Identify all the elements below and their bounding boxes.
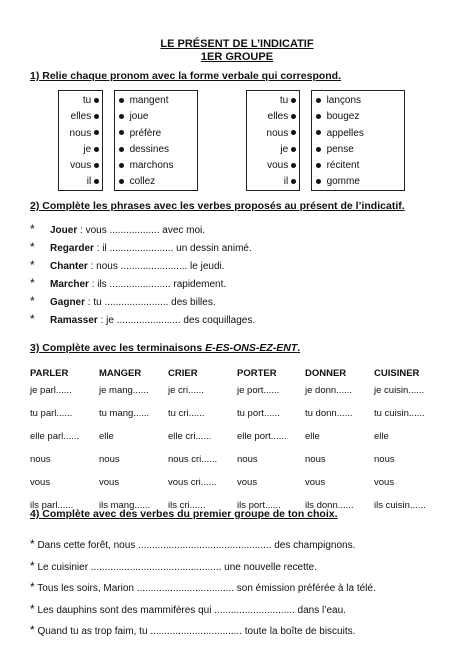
sentence-item (30, 620, 376, 642)
bullet-star-icon: * (30, 258, 35, 272)
conjugation-column-parler (30, 368, 79, 523)
sentence-blank[interactable]: Dans cette forêt, nous ................................................ des champignons. (34, 540, 356, 551)
pronoun-row[interactable]: tu (59, 93, 102, 109)
verb-row[interactable]: dessines (115, 142, 197, 158)
connect-dot[interactable] (119, 163, 124, 168)
verb-row[interactable]: appelles (312, 126, 404, 142)
sentence-blank[interactable]: : nous ........................ le jeudi. (87, 261, 225, 272)
conjugation-cell[interactable]: elle (374, 431, 389, 442)
conjugation-cell[interactable]: je parl...... (30, 385, 72, 396)
conjugation-cell[interactable]: ils donn...... (305, 500, 354, 511)
verb-row[interactable]: lançons (312, 93, 404, 109)
column-header: DONNER (305, 368, 347, 379)
page-subtitle: 1ER GROUPE (200, 51, 274, 63)
conjugation-cell[interactable]: nous (30, 454, 51, 465)
conjugation-cell[interactable]: nous (305, 454, 326, 465)
pronoun-row[interactable]: nous (59, 126, 102, 142)
connect-dot[interactable] (316, 98, 321, 103)
pronoun-row[interactable]: tu (247, 93, 299, 109)
conjugation-cell[interactable]: nous (237, 454, 258, 465)
bullet-star-icon: * (30, 276, 35, 290)
sentence-blank[interactable]: : il ....................... un dessin animé. (93, 243, 252, 254)
conjugation-cell[interactable]: je cuisin...... (374, 385, 425, 396)
sentence-item (30, 577, 376, 599)
conjugation-cell[interactable]: elle cri...... (168, 431, 212, 442)
column-header: PORTER (237, 368, 277, 379)
sentence-blank[interactable]: Quand tu as trop faim, tu ................................. toute la boîte de biscuits. (34, 626, 356, 637)
conjugation-cell[interactable]: tu parl...... (30, 408, 73, 419)
verb-row[interactable]: gomme (312, 174, 404, 190)
pronoun-row[interactable]: il (59, 174, 102, 190)
conjugation-cell[interactable]: tu port...... (237, 408, 280, 419)
conjugation-cell[interactable]: je port...... (237, 385, 280, 396)
pronoun-row[interactable]: je (247, 142, 299, 158)
bullet-star-icon: * (30, 601, 35, 616)
conjugation-cell[interactable]: ils cuisin...... (374, 500, 426, 511)
connect-dot[interactable] (291, 98, 296, 103)
connect-dot[interactable] (94, 147, 99, 152)
conjugation-cell[interactable]: ils mang...... (99, 500, 151, 511)
conjugation-cell[interactable]: je donn...... (305, 385, 353, 396)
section1-heading: 1) Relie chaque pronom avec la forme verbale qui correspond. (30, 70, 342, 82)
verb-row[interactable]: préfère (115, 126, 197, 142)
sentence-item: * Jouer : vous .................. avec moi. (30, 222, 206, 236)
bullet-star-icon: * (30, 558, 35, 573)
conjugation-cell[interactable]: je mang...... (99, 385, 149, 396)
connect-dot[interactable] (316, 114, 321, 119)
sentence-blank[interactable]: Le cuisinier ............................................... une nouvelle recette. (34, 561, 318, 573)
pronoun-row[interactable]: vous (59, 158, 102, 174)
sentence-item: * Gagner : tu ....................... des billes. (30, 294, 216, 308)
conjugation-column-crier (168, 368, 217, 523)
sentence-blank[interactable]: : je ....................... des coquillages. (97, 315, 256, 326)
sentence-blank[interactable]: Les dauphins sont des mammifères qui ............................. dans l’eau. (34, 604, 346, 616)
verb-box-2 (311, 90, 405, 191)
connect-dot[interactable] (316, 147, 321, 152)
page-title: LE PRÉSENT DE L’INDICATIF (160, 38, 314, 50)
connect-dot[interactable] (291, 179, 296, 184)
bullet-star-icon: * (30, 580, 35, 594)
sentence-item: * Chanter : nous ........................ le jeudi. (30, 258, 225, 272)
conjugation-cell[interactable]: je cri...... (168, 385, 204, 396)
bullet-star-icon: * (30, 240, 35, 254)
sentence-blank[interactable]: : tu ....................... des billes. (85, 297, 216, 308)
sentence-blank[interactable]: Tous les soirs, Marion ................................... son émission préférée à la télé. (34, 583, 376, 594)
conjugation-cell[interactable]: tu cri...... (168, 408, 205, 419)
connect-dot[interactable] (291, 147, 296, 152)
connect-dot[interactable] (94, 163, 99, 168)
conjugation-cell[interactable]: elle parl...... (30, 431, 80, 442)
pronoun-row[interactable]: elles (59, 109, 102, 125)
section3-heading: 3) Complète avec les terminaisons E-ES-ONS-EZ-ENT. (30, 342, 301, 354)
column-header: CUISINER (374, 368, 420, 379)
connect-dot[interactable] (119, 114, 124, 119)
connect-dot[interactable] (291, 114, 296, 119)
conjugation-cell[interactable]: vous (374, 477, 395, 488)
sentence-item: * Regarder : il ....................... un dessin animé. (30, 240, 252, 254)
conjugation-cell[interactable]: nous cri...... (168, 454, 218, 465)
pronoun-box-1 (58, 90, 103, 191)
verb-row[interactable]: bougez (312, 109, 404, 125)
connect-dot[interactable] (291, 163, 296, 168)
sentence-blank[interactable]: : ils ...................... rapidement. (88, 279, 227, 290)
column-header: PARLER (30, 368, 69, 379)
sentence-item: * Marcher : ils ...................... rapidement. (30, 276, 227, 290)
bullet-star-icon: * (30, 537, 35, 551)
conjugation-column-manger (99, 368, 150, 523)
bullet-star-icon: * (30, 312, 35, 326)
pronoun-row[interactable]: je (59, 142, 102, 158)
connect-dot[interactable] (94, 130, 99, 135)
verb-row[interactable]: joue (115, 109, 197, 125)
connect-dot[interactable] (119, 179, 124, 184)
conjugation-cell[interactable]: tu cuisin...... (374, 408, 425, 419)
connect-dot[interactable] (94, 98, 99, 103)
verb-row[interactable]: marchons (115, 158, 197, 174)
verb-row[interactable]: mangent (115, 93, 197, 109)
verb-box-1 (114, 90, 198, 191)
connect-dot[interactable] (291, 130, 296, 135)
sentence-item (30, 534, 376, 556)
conjugation-cell[interactable]: tu donn...... (305, 408, 353, 419)
sentence-list-4 (30, 534, 376, 642)
sentence-item (30, 599, 376, 621)
section2-heading: 2) Complète les phrases avec les verbes proposés au présent de l’indicatif. (30, 200, 405, 212)
bullet-star-icon: * (30, 294, 35, 308)
conjugation-column-porter (237, 368, 287, 523)
pronoun-box-2 (246, 90, 300, 191)
pronoun-row[interactable]: il (247, 174, 299, 190)
sentence-item: * Ramasser : je ....................... des coquillages. (30, 312, 256, 326)
verb-row[interactable]: collez (115, 174, 197, 190)
conjugation-cell[interactable]: ils parl...... (30, 500, 74, 511)
connect-dot[interactable] (119, 147, 124, 152)
pronoun-row[interactable]: vous (247, 158, 299, 174)
conjugation-cell[interactable]: elle (99, 431, 114, 442)
connect-dot[interactable] (119, 130, 124, 135)
bullet-star-icon: * (30, 222, 35, 236)
connect-dot[interactable] (316, 179, 321, 184)
conjugation-cell[interactable]: vous (305, 477, 326, 488)
verb-row[interactable]: pense (312, 142, 404, 158)
conjugation-cell[interactable]: ils cri...... (168, 500, 206, 511)
sentence-list-2 (30, 220, 255, 328)
conjugation-cell[interactable]: ils port...... (237, 500, 281, 511)
conjugation-cell[interactable]: nous (99, 454, 120, 465)
conjugation-column-donner (305, 368, 354, 523)
connect-dot[interactable] (119, 98, 124, 103)
connect-dot[interactable] (316, 163, 321, 168)
conjugation-cell[interactable]: vous cri...... (168, 477, 217, 488)
section4-heading: 4) Complète avec des verbes du premier groupe de ton choix. (30, 508, 338, 520)
connect-dot[interactable] (316, 130, 321, 135)
pronoun-row[interactable]: elles (247, 109, 299, 125)
bullet-star-icon: * (30, 623, 35, 637)
connect-dot[interactable] (94, 114, 99, 119)
conjugation-column-cuisiner (374, 368, 426, 523)
pronoun-row[interactable]: nous (247, 126, 299, 142)
conjugation-cell[interactable]: nous (374, 454, 395, 465)
verb-row[interactable]: récitent (312, 158, 404, 174)
column-header: CRIER (168, 368, 198, 379)
sentence-blank[interactable]: : vous .................. avec moi. (77, 225, 206, 236)
column-header: MANGER (99, 368, 142, 379)
conjugation-cell[interactable]: vous (237, 477, 258, 488)
conjugation-cell[interactable]: elle (305, 431, 320, 442)
conjugation-cell[interactable]: vous (99, 477, 120, 488)
sentence-item (30, 556, 376, 578)
conjugation-cell[interactable]: elle port...... (237, 431, 287, 442)
conjugation-cell[interactable]: vous (30, 477, 51, 488)
connect-dot[interactable] (94, 179, 99, 184)
conjugation-cell[interactable]: tu mang...... (99, 408, 150, 419)
